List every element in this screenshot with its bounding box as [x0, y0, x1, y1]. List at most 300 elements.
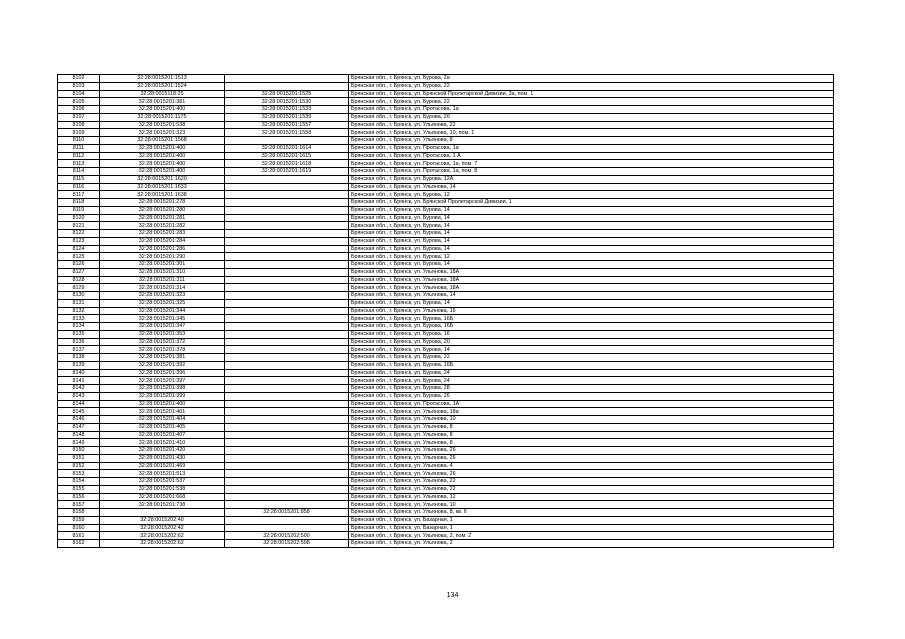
land-parcel-cell: 32:28:0015201:401 [100, 408, 225, 416]
address-cell: Брянская обл., г. Брянск, ул. Ульянова, 8 [349, 137, 834, 145]
row-number-cell: 8104 [58, 90, 100, 98]
building-number-cell [225, 199, 349, 207]
land-parcel-cell: 32:28:0015202:62 [100, 540, 225, 548]
building-number-cell: 32:28:0015202:598 [225, 540, 349, 548]
building-number-cell [225, 191, 349, 199]
building-number-cell [225, 354, 349, 362]
table-row [58, 532, 834, 540]
address-cell: Брянская обл., г. Брянск, ул. Ульянова, 10 [349, 501, 834, 509]
land-parcel-cell: 32:28:0015201:282 [100, 222, 225, 230]
table-row [58, 493, 834, 501]
table-row [58, 400, 834, 408]
table-row [58, 315, 834, 323]
address-cell: Брянская обл., г. Брянск, ул. Бурова, 2а [349, 75, 834, 83]
building-number-cell [225, 137, 349, 145]
address-cell: Брянская обл., г. Брянск, ул. Бурова, 22 [349, 354, 834, 362]
table-row [58, 408, 834, 416]
row-number-cell: 8158 [58, 509, 100, 517]
land-parcel-cell: 32:28:0015201:345 [100, 315, 225, 323]
address-cell: Брянская обл., г. Брянск, ул. Ульянова, 14 [349, 183, 834, 191]
land-parcel-cell: 32:28:0015201:1524 [100, 82, 225, 90]
table-row [58, 106, 834, 114]
row-number-cell: 8128 [58, 276, 100, 284]
building-number-cell [225, 485, 349, 493]
address-cell: Брянская обл., г. Брянск, ул. Бурова, 28 [349, 385, 834, 393]
land-parcel-cell: 32:28:0015201:323 [100, 129, 225, 137]
address-cell: Брянская обл., г. Брянск, ул. Ульянова, 22 [349, 121, 834, 129]
land-parcel-cell: 32:28:0015201:1175 [100, 113, 225, 121]
row-number-cell: 8150 [58, 447, 100, 455]
row-number-cell: 8139 [58, 361, 100, 369]
row-number-cell: 8143 [58, 392, 100, 400]
table-row [58, 485, 834, 493]
address-cell: Брянская обл., г. Брянск, ул. Базарная, 1 [349, 516, 834, 524]
building-number-cell [225, 431, 349, 439]
building-number-cell [225, 206, 349, 214]
table-row [58, 121, 834, 129]
building-number-cell [225, 338, 349, 346]
row-number-cell: 8134 [58, 323, 100, 331]
land-parcel-cell: 32:28:0015201:405 [100, 423, 225, 431]
land-parcel-cell: 32:28:0015201:278 [100, 199, 225, 207]
building-number-cell: 32:28:0015202:500 [225, 532, 349, 540]
row-number-cell: 8105 [58, 98, 100, 106]
row-number-cell: 8140 [58, 369, 100, 377]
building-number-cell [225, 75, 349, 83]
table-row [58, 454, 834, 462]
table-row [58, 191, 834, 199]
building-number-cell: 32:28:0015201:1525 [225, 90, 349, 98]
row-number-cell: 8156 [58, 493, 100, 501]
table-row [58, 423, 834, 431]
row-number-cell: 8138 [58, 354, 100, 362]
land-parcel-cell: 32:28:0015201:381 [100, 354, 225, 362]
building-number-cell [225, 292, 349, 300]
building-number-cell [225, 214, 349, 222]
land-parcel-cell [100, 509, 225, 517]
row-number-cell: 8112 [58, 152, 100, 160]
land-parcel-cell: 32:28:0015201:400 [100, 400, 225, 408]
row-number-cell: 8113 [58, 160, 100, 168]
land-parcel-cell: 32:28:0015201:410 [100, 439, 225, 447]
address-cell: Брянская обл., г. Брянск, ул. Ульянова, 18А [349, 268, 834, 276]
building-number-cell: 32:28:0015201:858 [225, 509, 349, 517]
building-number-cell [225, 524, 349, 532]
building-number-cell [225, 478, 349, 486]
table-row [58, 361, 834, 369]
address-cell: Брянская обл., г. Брянск, ул. Ульянова, 22 [349, 485, 834, 493]
land-parcel-cell: 32:28:0015201:290 [100, 253, 225, 261]
address-cell: Брянская обл., г. Брянск, ул. Брянской Пролетарской Дивизии, 1 [349, 199, 834, 207]
row-number-cell: 8119 [58, 206, 100, 214]
address-cell: Брянская обл., г. Брянск, ул. Ульянова, 26 [349, 470, 834, 478]
row-number-cell: 8132 [58, 307, 100, 315]
land-parcel-cell: 32:28:0015201:1638 [100, 191, 225, 199]
row-number-cell: 8121 [58, 222, 100, 230]
building-number-cell: 32:28:0015201:1614 [225, 144, 349, 152]
row-number-cell: 8160 [58, 524, 100, 532]
building-number-cell [225, 439, 349, 447]
table-row [58, 113, 834, 121]
land-parcel-cell: 32:28:0015201:400 [100, 152, 225, 160]
land-parcel-cell: 32:28:0015201:353 [100, 330, 225, 338]
table-row [58, 385, 834, 393]
land-parcel-cell: 32:28:0015201:381 [100, 98, 225, 106]
table-row [58, 377, 834, 385]
land-parcel-cell: 32:28:0015201:281 [100, 214, 225, 222]
row-number-cell: 8108 [58, 121, 100, 129]
building-number-cell: 32:28:0015201:1615 [225, 152, 349, 160]
address-cell: Брянская обл., г. Брянск, ул. Протасова, 1а, пом. 7 [349, 160, 834, 168]
land-parcel-cell: 32:28:0015201:738 [100, 501, 225, 509]
row-number-cell: 8120 [58, 214, 100, 222]
table-row [58, 292, 834, 300]
land-parcel-cell: 32:28:0015201:400 [100, 106, 225, 114]
address-cell: Брянская обл., г. Брянск, ул. Ульянова, 4 [349, 462, 834, 470]
land-parcel-cell: 32:28:0015201:420 [100, 447, 225, 455]
address-cell: Брянская обл., г. Брянск, ул. Бурова, 14 [349, 222, 834, 230]
building-number-cell [225, 315, 349, 323]
address-cell: Брянская обл., г. Брянск, ул. Ульянова, 26 [349, 447, 834, 455]
land-parcel-cell: 32:28:0015201:314 [100, 284, 225, 292]
building-number-cell [225, 346, 349, 354]
address-cell: Брянская обл., г. Брянск, ул. Ульянова, 18а [349, 408, 834, 416]
land-parcel-cell: 32:28:0015201:323 [100, 292, 225, 300]
address-cell: Брянская обл., г. Брянск, ул. Ульянова, 26 [349, 454, 834, 462]
land-parcel-cell: 32:28:0015201:469 [100, 462, 225, 470]
address-cell: Брянская обл., г. Брянск, ул. Бурова, 12 [349, 253, 834, 261]
table-row [58, 323, 834, 331]
address-cell: Брянская обл., г. Брянск, ул. Протасова, 1а, пом. 8 [349, 168, 834, 176]
land-parcel-cell: 32:28:0015201:372 [100, 338, 225, 346]
table-row [58, 268, 834, 276]
land-parcel-cell: 32:28:0015201:537 [100, 478, 225, 486]
row-number-cell: 8133 [58, 315, 100, 323]
table-row [58, 206, 834, 214]
row-number-cell: 8161 [58, 532, 100, 540]
address-cell: Брянская обл., г. Брянск, ул. Бурова, 16Б [349, 315, 834, 323]
table-row [58, 416, 834, 424]
row-number-cell: 8137 [58, 346, 100, 354]
row-number-cell: 8155 [58, 485, 100, 493]
row-number-cell: 8141 [58, 377, 100, 385]
land-parcel-cell: 32:28:0015201:399 [100, 392, 225, 400]
address-cell: Брянская обл., г. Брянск, ул. Бурова, 12 [349, 191, 834, 199]
land-parcel-cell: 32:28:0015201:407 [100, 431, 225, 439]
row-number-cell: 8147 [58, 423, 100, 431]
row-number-cell: 8152 [58, 462, 100, 470]
land-parcel-cell: 32:28:0015201:310 [100, 268, 225, 276]
table-row [58, 462, 834, 470]
table-row [58, 478, 834, 486]
land-parcel-cell: 32:28:0015201:1568 [100, 137, 225, 145]
row-number-cell: 8148 [58, 431, 100, 439]
land-parcel-cell: 32:28:0015201:325 [100, 299, 225, 307]
building-number-cell [225, 284, 349, 292]
row-number-cell: 8130 [58, 292, 100, 300]
row-number-cell: 8114 [58, 168, 100, 176]
land-parcel-cell: 32:28:0015201:347 [100, 323, 225, 331]
row-number-cell: 8117 [58, 191, 100, 199]
land-parcel-cell: 32:28:0015201:400 [100, 144, 225, 152]
address-cell: Брянская обл., г. Брянск, ул. Бурова, 16Б [349, 361, 834, 369]
building-number-cell [225, 245, 349, 253]
table-row [58, 98, 834, 106]
table-row [58, 524, 834, 532]
building-number-cell [225, 516, 349, 524]
land-parcel-cell: 32:28:0015202:40 [100, 516, 225, 524]
address-cell: Брянская обл., г. Брянск, ул. Бурова, 14 [349, 237, 834, 245]
table-row [58, 160, 834, 168]
building-number-cell [225, 323, 349, 331]
row-number-cell: 8127 [58, 268, 100, 276]
address-cell: Брянская обл., г. Брянск, ул. Бурова, 2б [349, 113, 834, 121]
building-number-cell: 32:28:0015201:1539 [225, 113, 349, 121]
row-number-cell: 8110 [58, 137, 100, 145]
table-row [58, 144, 834, 152]
address-cell: Брянская обл., г. Брянск, ул. Бурова, 14 [349, 299, 834, 307]
table-row [58, 346, 834, 354]
address-cell: Брянская обл., г. Брянск, ул. Ульянова, 10 [349, 416, 834, 424]
land-parcel-cell: 32:28:0015201:538 [100, 121, 225, 129]
land-parcel-cell: 32:28:0015201:396 [100, 369, 225, 377]
row-number-cell: 8125 [58, 253, 100, 261]
row-number-cell: 8149 [58, 439, 100, 447]
row-number-cell: 8129 [58, 284, 100, 292]
building-number-cell [225, 470, 349, 478]
land-parcel-cell: 32:28:0015201:280 [100, 206, 225, 214]
address-cell: Брянская обл., г. Брянск, ул. Базарная, 1 [349, 524, 834, 532]
table-row [58, 152, 834, 160]
row-number-cell: 8109 [58, 129, 100, 137]
address-cell: Брянская обл., г. Брянск, ул. Ульянова, 12 [349, 493, 834, 501]
address-cell: Брянская обл., г. Брянск, ул. Бурова, 26 [349, 392, 834, 400]
address-cell: Брянская обл., г. Брянск, ул. Протасова, 1а [349, 106, 834, 114]
building-number-cell [225, 369, 349, 377]
table-row [58, 253, 834, 261]
address-cell: Брянская обл., г. Брянск, ул. Бурова, 22 [349, 82, 834, 90]
building-number-cell [225, 175, 349, 183]
table-row [58, 509, 834, 517]
address-cell: Брянская обл., г. Брянск, ул. Бурова, 14 [349, 346, 834, 354]
row-number-cell: 8115 [58, 175, 100, 183]
row-number-cell: 8106 [58, 106, 100, 114]
land-parcel-cell: 32:28:0015201:538 [100, 485, 225, 493]
land-parcel-cell: 32:28:0015201:286 [100, 245, 225, 253]
table-body [58, 75, 834, 548]
land-parcel-cell: 32:28:0015201:283 [100, 230, 225, 238]
address-cell: Брянская обл., г. Брянск, ул. Ульянова, 2 [349, 540, 834, 548]
address-cell: Брянская обл., г. Брянск, ул. Бурова, 14 [349, 261, 834, 269]
building-number-cell [225, 400, 349, 408]
row-number-cell: 8142 [58, 385, 100, 393]
table-row [58, 175, 834, 183]
table-row [58, 168, 834, 176]
land-parcel-cell: 32:28:0015201:1633 [100, 183, 225, 191]
table-row [58, 369, 834, 377]
address-cell: Брянская обл., г. Брянск, ул. Бурова, 16Б [349, 323, 834, 331]
table-row [58, 307, 834, 315]
building-number-cell [225, 416, 349, 424]
page-number: 134 [446, 592, 459, 599]
address-cell: Брянская обл., г. Брянск, ул. Бурова, 20 [349, 338, 834, 346]
building-number-cell [225, 501, 349, 509]
row-number-cell: 8153 [58, 470, 100, 478]
row-number-cell: 8103 [58, 82, 100, 90]
table-row [58, 199, 834, 207]
row-number-cell: 8118 [58, 199, 100, 207]
table-row [58, 214, 834, 222]
address-cell: Брянская обл., г. Брянск, ул. Бурова, 24 [349, 369, 834, 377]
land-parcel-cell: 32:28:0015201:430 [100, 454, 225, 462]
table-row [58, 439, 834, 447]
row-number-cell: 8131 [58, 299, 100, 307]
building-number-cell [225, 276, 349, 284]
building-number-cell [225, 493, 349, 501]
table-row [58, 230, 834, 238]
row-number-cell: 8135 [58, 330, 100, 338]
address-cell: Брянская обл., г. Брянск, ул. Ульянова, 18А [349, 284, 834, 292]
address-cell: Брянская обл., г. Брянск, ул. Бурова, 14 [349, 214, 834, 222]
row-number-cell: 8154 [58, 478, 100, 486]
building-number-cell [225, 462, 349, 470]
building-number-cell [225, 183, 349, 191]
address-cell: Брянская обл., г. Брянск, ул. Бурова, 24 [349, 377, 834, 385]
building-number-cell [225, 237, 349, 245]
table-row [58, 299, 834, 307]
table-row [58, 137, 834, 145]
building-number-cell: 32:28:0015201:1619 [225, 168, 349, 176]
building-number-cell [225, 392, 349, 400]
address-cell: Брянская обл., г. Брянск, ул. Протасова, 1 А [349, 152, 834, 160]
address-cell: Брянская обл., г. Брянск, ул. Бурова, 14 [349, 245, 834, 253]
land-parcel-cell: 32:28:0015201:668 [100, 493, 225, 501]
table-row [58, 447, 834, 455]
building-number-cell [225, 330, 349, 338]
building-number-cell [225, 385, 349, 393]
address-cell: Брянская обл., г. Брянск, ул. Ульянова, 8 [349, 423, 834, 431]
land-parcel-cell: 32:28:0015201:284 [100, 237, 225, 245]
land-parcel-cell: 32:28:0015201:311 [100, 276, 225, 284]
address-cell: Брянская обл., г. Брянск, ул. Ульянова, 18А [349, 276, 834, 284]
table-row [58, 392, 834, 400]
building-number-cell [225, 361, 349, 369]
building-number-cell [225, 82, 349, 90]
table-row [58, 338, 834, 346]
row-number-cell: 8145 [58, 408, 100, 416]
row-number-cell: 8151 [58, 454, 100, 462]
table-row [58, 129, 834, 137]
building-number-cell [225, 222, 349, 230]
land-parcel-cell: 32:28:0015201:1620 [100, 175, 225, 183]
building-number-cell [225, 307, 349, 315]
building-number-cell [225, 261, 349, 269]
building-number-cell [225, 299, 349, 307]
table-row [58, 75, 834, 83]
table-row [58, 516, 834, 524]
land-parcel-cell: 32:28:0015201:301 [100, 261, 225, 269]
table-row [58, 501, 834, 509]
table-row [58, 284, 834, 292]
address-cell: Брянская обл., г. Брянск, ул. Протасова, 1А [349, 400, 834, 408]
building-number-cell [225, 230, 349, 238]
address-cell: Брянская обл., г. Брянск, ул. Бурова, 16 [349, 330, 834, 338]
address-cell: Брянская обл., г. Брянск, ул. Ульянова, 22 [349, 478, 834, 486]
land-parcel-cell: 32:28:0015201:400 [100, 160, 225, 168]
row-number-cell: 8116 [58, 183, 100, 191]
table-row [58, 222, 834, 230]
row-number-cell: 8159 [58, 516, 100, 524]
address-cell: Брянская обл., г. Брянск, ул. Ульянова, 14 [349, 292, 834, 300]
row-number-cell: 8102 [58, 75, 100, 83]
cadastral-table [57, 74, 834, 548]
table-row [58, 540, 834, 548]
land-parcel-cell: 32:28:0015201:344 [100, 307, 225, 315]
address-cell: Брянская обл., г. Брянск, ул. Бурова, 14 [349, 206, 834, 214]
address-cell: Брянская обл., г. Брянск, ул. Протасова, 1а [349, 144, 834, 152]
table-row [58, 354, 834, 362]
land-parcel-cell: 32:28:0015202:62 [100, 532, 225, 540]
building-number-cell [225, 377, 349, 385]
building-number-cell: 32:28:0015201:1530 [225, 98, 349, 106]
address-cell: Брянская обл., г. Брянск, ул. Ульянова, 10, пом. 1 [349, 129, 834, 137]
address-cell: Брянская обл., г. Брянск, ул. Ульянова, 8, кв. II [349, 509, 834, 517]
building-number-cell: 32:28:0015201:1533 [225, 106, 349, 114]
table-row [58, 90, 834, 98]
land-parcel-cell: 32:28:0015118:25 [100, 90, 225, 98]
building-number-cell [225, 253, 349, 261]
row-number-cell: 8124 [58, 245, 100, 253]
row-number-cell: 8126 [58, 261, 100, 269]
table-row [58, 261, 834, 269]
land-parcel-cell: 32:28:0015201:392 [100, 361, 225, 369]
table-row [58, 237, 834, 245]
row-number-cell: 8136 [58, 338, 100, 346]
building-number-cell [225, 408, 349, 416]
row-number-cell: 8107 [58, 113, 100, 121]
building-number-cell [225, 268, 349, 276]
row-number-cell: 8111 [58, 144, 100, 152]
row-number-cell: 8146 [58, 416, 100, 424]
building-number-cell [225, 454, 349, 462]
address-cell: Брянская обл., г. Брянск, ул. Ульянова, 8 [349, 439, 834, 447]
address-cell: Брянская обл., г. Брянск, ул. Бурова, 12А [349, 175, 834, 183]
land-parcel-cell: 32:28:0015201:513 [100, 470, 225, 478]
row-number-cell: 8123 [58, 237, 100, 245]
table-row [58, 470, 834, 478]
land-parcel-cell: 32:28:0015202:42 [100, 524, 225, 532]
address-cell: Брянская обл., г. Брянск, ул. Брянской Пролетарской Дивизии, 3а, пом. 1 [349, 90, 834, 98]
address-cell: Брянская обл., г. Брянск, ул. Ульянова, 2, пом. 2 [349, 532, 834, 540]
table-row [58, 183, 834, 191]
building-number-cell [225, 423, 349, 431]
table-row [58, 82, 834, 90]
table-row [58, 276, 834, 284]
land-parcel-cell: 32:28:0015201:378 [100, 346, 225, 354]
table-row [58, 330, 834, 338]
row-number-cell: 8157 [58, 501, 100, 509]
row-number-cell: 8122 [58, 230, 100, 238]
building-number-cell: 32:28:0015201:1618 [225, 160, 349, 168]
land-parcel-cell: 32:28:0015201:398 [100, 385, 225, 393]
address-cell: Брянская обл., г. Брянск, ул. Бурова, 14 [349, 230, 834, 238]
building-number-cell: 32:28:0015201:1557 [225, 121, 349, 129]
row-number-cell: 8162 [58, 540, 100, 548]
row-number-cell: 8144 [58, 400, 100, 408]
land-parcel-cell: 32:28:0015201:400 [100, 168, 225, 176]
building-number-cell: 32:28:0015201:1558 [225, 129, 349, 137]
address-cell: Брянская обл., г. Брянск, ул. Ульянова, 8 [349, 431, 834, 439]
